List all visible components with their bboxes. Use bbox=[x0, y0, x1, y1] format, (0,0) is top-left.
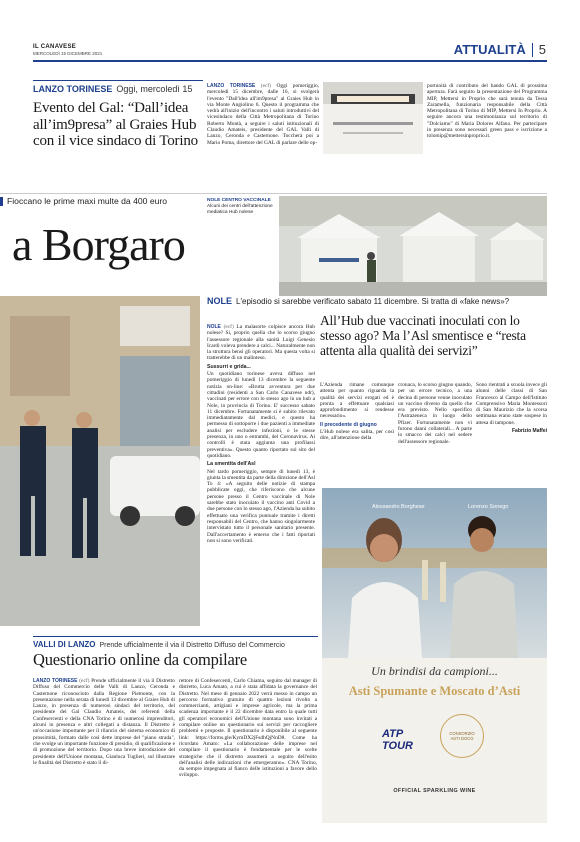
quest-byline: (ecf) bbox=[79, 678, 90, 684]
nole-kicker-row bbox=[207, 296, 547, 306]
nole-sub-a: Sussurri e grida... bbox=[207, 363, 251, 370]
quest-topline: Prende ufficialmente il via il Distretto Diffuso del Commercio bbox=[99, 642, 285, 649]
hub-caption-text: Alcuni dei centri dell'attenzione mediatica Hub nolese bbox=[207, 203, 273, 215]
section-tab bbox=[454, 42, 546, 57]
story-gal-text-2: portunità di contributo del bando GAL di prossima apertura. Farà seguito la presentazione del Programma MIP, Mettersi in Proprio che sarà tenuta da Tessa Zaramella, funzionaria responsabile della Città Metropolitana di Torino di MIP, Mettersi In Proprio. A seguire ancora una testimonianza sul territorio di "Dolciamo" di Maria Dolores Alfano. Per partecipare in presenza sono necessari green pass e iscrizione a tolomip@mettersinproprio.it. bbox=[427, 83, 547, 140]
nole-text-a2: Un quotidiano torinese aveva diffuso nel pomeriggio di lunedì 13 dicembre la seguente notizia on-line: «Brutta avventura per due cittadini (residenti a San Carlo Canavese ndr), vaccinati per errore con lo stesso ago in un hub a Nole, in provincia di Torino. E' successo sabato 11 dicembre. Fortunatamente si è subito rilevato immediatamente dal medici, e questo ha permesso di sottoporre i due pazienti a immediate analisi per escludere infezioni, o le stesse presenza, in uno o entrambi, del Coronavirus. Ai controlli è stata aggiunta una profilassi preventiva». Questo quanto riportato sul sito del quotidiano. bbox=[207, 371, 315, 459]
nole-col-2 bbox=[320, 382, 394, 442]
vaccine-hub-illustration bbox=[279, 196, 547, 296]
story-gal-col-1 bbox=[207, 83, 319, 146]
nole-text-b: Nel tardo pomeriggio, sempre di lunedì 13, è giunta la smentita da parte della direzione dell'Asl To 4: «A seguito delle notizie di stampa pubblicate oggi, che riferiscono che alcune persone presso il Centro vaccinale di Nole sarebbe stato inoculato il vaccino anti Covid a due persone con lo stesso ago, l'Azienda ha subito effettuato una verifica puntuale tramite i diretti responsabili del Centro, che hanno singolarmente intervistato tutto il personale sanitario presente. Dall'accertamento è emerso che i fatti riportati non si sono verificati. bbox=[207, 468, 316, 544]
story-gal-dateline: LANZO TORINESE bbox=[207, 83, 256, 89]
story-gal-kicker: LANZO TORINESE bbox=[33, 84, 113, 94]
ad-seal-icon bbox=[440, 714, 484, 758]
borgaro-topline: Fioccano le prime maxi multe da 400 euro bbox=[7, 196, 168, 206]
story-gal-kicker-tail: Oggi, mercoledì 15 bbox=[116, 84, 193, 94]
newspaper-name: IL CANAVESE bbox=[33, 44, 77, 50]
story-gal-byline: (ecf) bbox=[260, 83, 271, 89]
nole-text-a: La malasorte colpisce ancora Hub nolese? Si, proprio quella che lo scorso giugno l'assessore regionale alla sanità Luigi Genesio Icardi voleva prendere a calci... Naturalmente non la struttura bensì gli operatori. Ma questa volta si tratterebbe di un malinteso. bbox=[207, 324, 315, 362]
quest-dateline: LANZO TORINESE bbox=[33, 678, 78, 684]
ad-atp-logo: ATP TOUR bbox=[382, 728, 413, 752]
hub-caption bbox=[207, 198, 275, 215]
asti-advertisement[interactable] bbox=[322, 488, 547, 823]
quest-col-1 bbox=[33, 678, 175, 766]
section-name: ATTUALITÀ bbox=[453, 42, 526, 57]
ad-product: Asti Spumante e Moscato d’Asti bbox=[348, 684, 521, 698]
nole-text-c: L'Azienda rimane comunque attenta per quanto riguarda la qualità dei servizi erogati ed è pronta a effettuare qualsiasi approfondimento si rendesse necessario». bbox=[320, 382, 394, 420]
nole-col-1 bbox=[207, 324, 315, 544]
ad-footer: OFFICIAL SPARKLING WINE bbox=[393, 788, 476, 794]
nole-text-c2: L'Hub nolese era salita, per così dire, all'attenzione della bbox=[320, 429, 394, 442]
hub-caption-title: NOLE CENTRO VACCINALE bbox=[207, 198, 271, 203]
story-gal-kicker-row bbox=[33, 80, 203, 94]
issue-date: MERCOLEDÌ 15 DICEMBRE 2021 bbox=[33, 51, 103, 56]
graies-hub-illustration bbox=[323, 82, 423, 154]
nole-byline: (ecf) bbox=[223, 324, 234, 330]
quest-kicker: VALLI DI LANZO bbox=[33, 640, 96, 649]
quest-col-2 bbox=[179, 678, 317, 779]
nole-sub-c: Il precedente di giugno bbox=[320, 421, 377, 428]
nole-headline: All’Hub due vaccinati inoculati con lo stesso ago? Ma l’Asl smentisce e “resta attenta alla qualità dei servizi” bbox=[320, 313, 526, 358]
nole-kicker: NOLE bbox=[207, 296, 233, 306]
ad-name-right: Lorenzo Sonego bbox=[468, 504, 509, 510]
nole-dateline: NOLE bbox=[207, 324, 221, 330]
story-gal-headline: Evento del Gal: “Dall’idea all’im9presa” al Graies Hub con il vice sindaco di Torino bbox=[33, 100, 198, 149]
ad-illustration bbox=[322, 488, 547, 823]
quest-text-2: rettore di Confesercenti, Carlo Chiama, seguito dal manager di distretto, Luca Amato, a cui è stata affidata la governance del Distretto. Nel mese di gennaio 2022 verrà messo in campo un percorso formativo gratuito di quattro lezioni rivolto a commercianti, artigiani e imprese agricole, ma la prima scadenza importante è il 22 dicembre data entro la quale tutti gli operatori economici dell'Unione montana sono invitati a compilare online un questionario sui servizi per raccogliere problemi e proposte. Il questionario è disponibile al seguente link: https://forms.gle/KymDX2jFsdhQjNnD8. Come ha ricordato Amato: «La collaborazione delle imprese nel compilare il questionario è fondamentale per le scelte strategiche che il distretto assumerà a seguito dell'esito dell'analisi delle indicazioni che emergeranno». CNA Torino, da sempre impegnata al fianco delle istituzioni a favore dello sviluppo. bbox=[179, 678, 317, 779]
story-gal bbox=[33, 80, 203, 150]
masthead bbox=[33, 44, 102, 56]
quest-headline: Questionario online da compilare bbox=[33, 650, 247, 669]
nole-signature: Fabrizio Maffei bbox=[511, 428, 547, 435]
vaccine-hub-photo bbox=[279, 196, 547, 296]
ad-name-left: Alessandro Borghese bbox=[372, 504, 425, 510]
borgaro-topline-marker bbox=[0, 197, 3, 206]
ad-tagline: Un brindisi da campioni... bbox=[371, 664, 498, 678]
nole-col-4 bbox=[476, 382, 547, 434]
borgaro-topline-row bbox=[0, 195, 200, 207]
police-photo bbox=[0, 296, 200, 626]
separator bbox=[0, 193, 547, 194]
borgaro-headline: a Borgaro bbox=[12, 219, 185, 270]
ad-seal-text: CONSORZIO ASTI DOCG bbox=[449, 731, 475, 741]
nole-text-e: Sono rientrati a scuola invece gli alunni delle classi di San Francesco al Campo dell'Istituto Comprensivo Maria Montessori di San Maurizio che la scorsa settimana erano state sospese in attesa di tampone. bbox=[476, 382, 547, 426]
quest-kicker-row bbox=[33, 636, 318, 649]
nole-col-3 bbox=[398, 382, 472, 445]
header-rule bbox=[33, 60, 547, 62]
nole-text-d: cronaca, lo scorso giugno quando, per un errore tecnico, a una decina di persone venne inoculato un vaccino diverso da quello che era previsto. Nello specifico l'Astrazeneca in luogo dello Pfizer. Fortunatamente non vi furono danni collaterali... A parte lo smacco dei calci nel sedere dell'assessore regionale. bbox=[398, 382, 472, 445]
police-illustration bbox=[0, 296, 200, 626]
story-gal-text-1: Oggi pomeriggio, mercoledì 15 dicembre, dalle 16, si svolgerà l'evento "Dall'idea all'im9presa" al Graies Hub in via Monte Angiolino 6. Questo il programma che vedrà all'inizio dell'incontro i saluti introduttivi del vicesindaco della Città Metropolitana di Torino Roberto Montà, a seguire i saluti istituzionali di Claudio Amateis, presidente del GAL Valli di Lanzo, Ceronda e Casternone. Toccherà poi a Mario Poma, direttore del GAL di parlare delle op- bbox=[207, 83, 319, 146]
nole-topline: L'episodio si sarebbe verificato sabato 11 dicembre. Si tratta di «fake news»? bbox=[236, 297, 510, 306]
divider bbox=[532, 43, 533, 57]
quest-text-1: Prende ufficialmente il via il Distretto Diffuso del Commercio delle Valli di Lanzo, Ceronda e Casternone riconosciuto dalla Regione Piemonte, con la presentazione nella serata di lunedì 13 dicembre al Graies Hub di Lanzo, in presenza di numerosi sindaci del territorio, del presidente del Gal Claudio Amateis, dei referenti della Confesercenti e della CNA Torino e di numerosi imprenditori, alcuni in presenza e altri collegati a distanza. Il Distretto è un'occasione importante per il rilancio del sistema economico di prossimità, formato dalle così dette imprese del "piano strada", che svolge un importante funzione di presidio, di qualificazione e di promozione del territorio. Dopo una breve introduzione del presidente dell'Unione montana, Gianluca Tuglieri, sul illustrare le finalità del Distretto è stato il di- bbox=[33, 678, 175, 766]
page-number: 5 bbox=[538, 42, 546, 57]
graies-hub-photo bbox=[323, 82, 423, 154]
nole-sub-b: La smentita dell'Asl bbox=[207, 461, 256, 468]
story-gal-col-2 bbox=[427, 83, 547, 140]
